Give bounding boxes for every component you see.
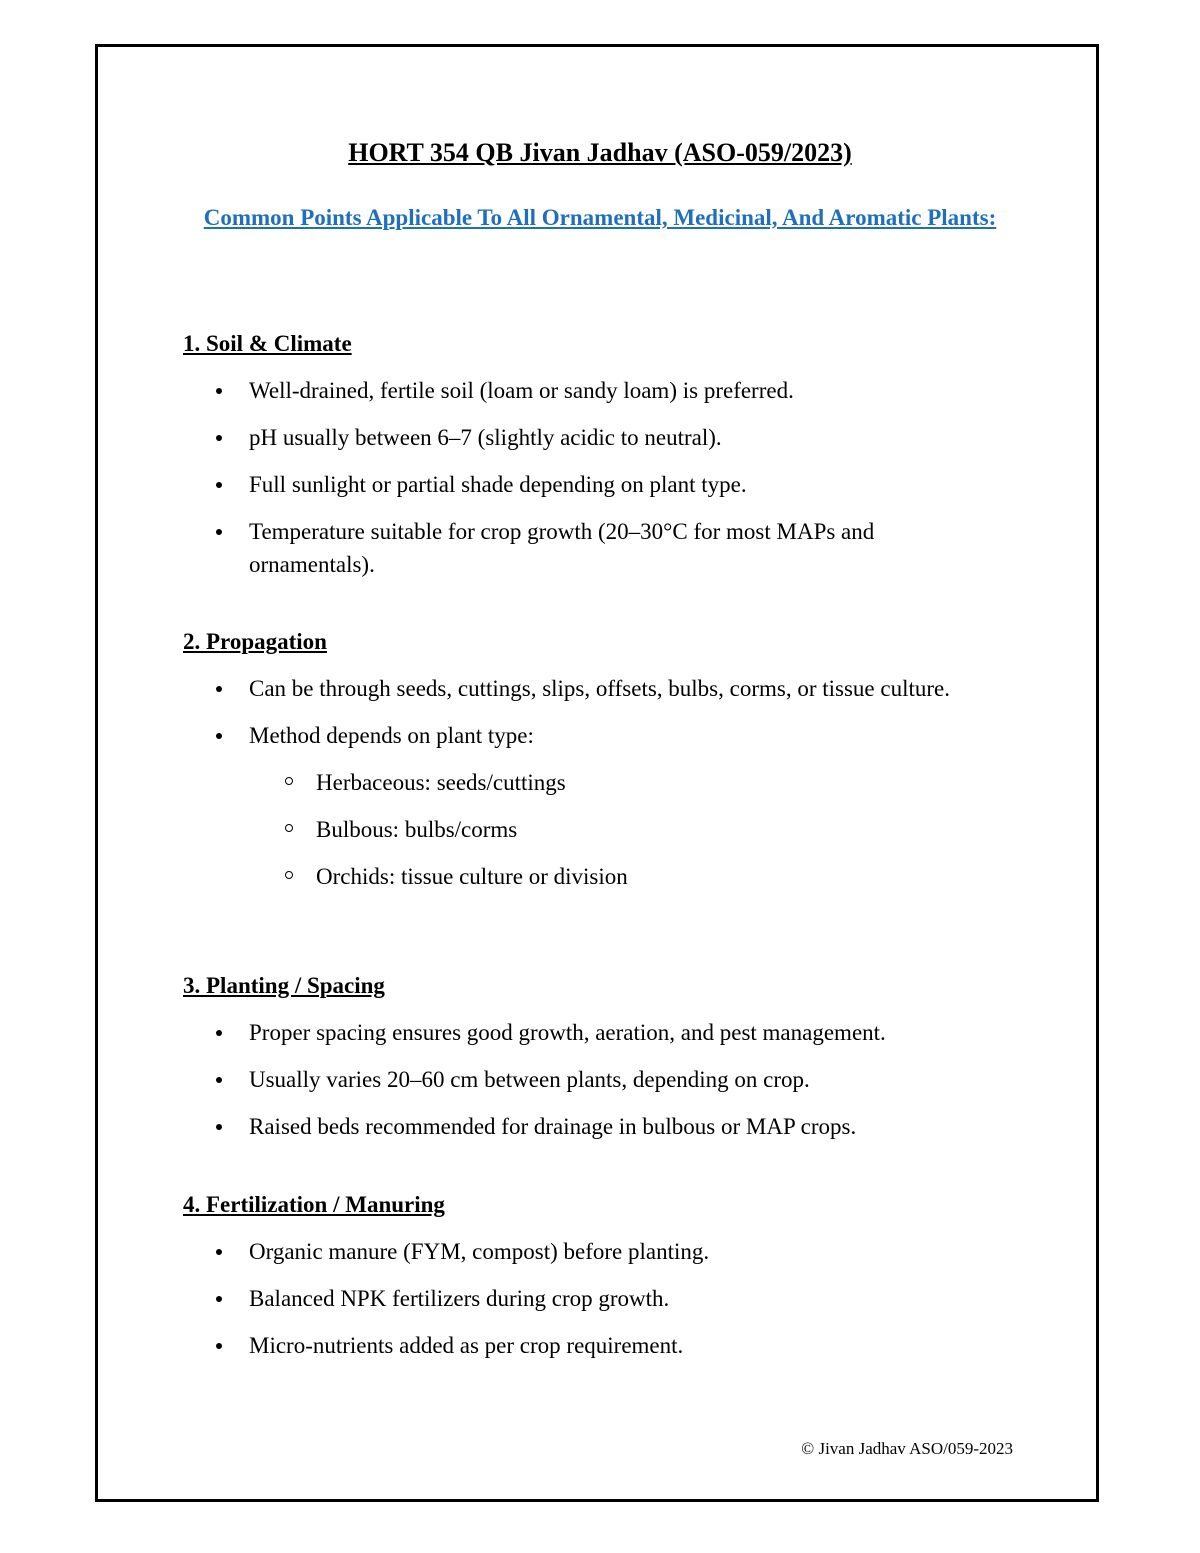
section-heading: 4. Fertilization / Manuring bbox=[183, 1192, 445, 1217]
list-item-text: Temperature suitable for crop growth (20–30°C for most MAPs and ornamentals). bbox=[249, 519, 875, 577]
list-item bbox=[183, 515, 1003, 581]
list-item-text: Usually varies 20–60 cm between plants, depending on crop. bbox=[249, 1067, 810, 1092]
bullet-dot-icon bbox=[216, 1249, 222, 1255]
bullet-dot-icon bbox=[216, 686, 222, 692]
circle-bullet-icon bbox=[285, 871, 293, 879]
list-item bbox=[183, 374, 1003, 407]
sub-list-item bbox=[249, 813, 1003, 846]
list-item-text: Organic manure (FYM, compost) before planting. bbox=[249, 1239, 710, 1264]
section-heading: 1. Soil & Climate bbox=[183, 331, 352, 356]
list-item-text: Micro-nutrients added as per crop requirement. bbox=[249, 1333, 684, 1358]
list-item bbox=[183, 1329, 1003, 1362]
circle-bullet-icon bbox=[285, 777, 293, 785]
sub-list-item-text: Orchids: tissue culture or division bbox=[316, 864, 628, 889]
bullet-dot-icon bbox=[216, 1343, 222, 1349]
list-item bbox=[183, 1016, 1003, 1049]
document-subtitle: Common Points Applicable To All Ornamental, Medicinal, And Aromatic Plants: bbox=[203, 205, 997, 230]
bullet-dot-icon bbox=[216, 529, 222, 535]
list-item-text: pH usually between 6–7 (slightly acidic to neutral). bbox=[249, 425, 722, 450]
section-soil-climate bbox=[183, 328, 1003, 595]
sub-list-item-text: Bulbous: bulbs/corms bbox=[316, 817, 518, 842]
list-item bbox=[183, 1282, 1003, 1315]
footer-copyright: © Jivan Jadhav ASO/059-2023 bbox=[801, 1439, 1013, 1458]
section-heading: 3. Planting / Spacing bbox=[183, 973, 385, 998]
list-item-text: Can be through seeds, cuttings, slips, offsets, bulbs, corms, or tissue culture. bbox=[249, 676, 950, 701]
section-planting-spacing bbox=[183, 970, 1003, 1157]
section-fertilization-manuring bbox=[183, 1189, 1003, 1376]
list-item-text: Full sunlight or partial shade depending on plant type. bbox=[249, 472, 747, 497]
list-item bbox=[183, 468, 1003, 501]
bullet-dot-icon bbox=[216, 1030, 222, 1036]
list-item bbox=[183, 1063, 1003, 1096]
list-item-text: Proper spacing ensures good growth, aeration, and pest management. bbox=[249, 1020, 886, 1045]
bullet-dot-icon bbox=[216, 1124, 222, 1130]
bullet-dot-icon bbox=[216, 1296, 222, 1302]
list-item bbox=[183, 672, 1003, 705]
bullet-dot-icon bbox=[216, 733, 222, 739]
list-item bbox=[183, 1235, 1003, 1268]
bullet-dot-icon bbox=[216, 1077, 222, 1083]
bullet-list bbox=[183, 672, 1003, 893]
sub-list-item bbox=[249, 766, 1003, 799]
sub-list-item bbox=[249, 860, 1003, 893]
section-propagation bbox=[183, 626, 1003, 907]
list-item-text: Well-drained, fertile soil (loam or sandy loam) is preferred. bbox=[249, 378, 794, 403]
list-item bbox=[183, 1110, 1003, 1143]
section-heading: 2. Propagation bbox=[183, 629, 327, 654]
circle-bullet-icon bbox=[285, 824, 293, 832]
bullet-dot-icon bbox=[216, 435, 222, 441]
bullet-list bbox=[183, 1235, 1003, 1362]
list-item-text: Balanced NPK fertilizers during crop growth. bbox=[249, 1286, 670, 1311]
sub-list-item-text: Herbaceous: seeds/cuttings bbox=[316, 770, 566, 795]
list-item bbox=[183, 719, 1003, 893]
document-title: HORT 354 QB Jivan Jadhav (ASO-059/2023) bbox=[348, 138, 852, 167]
list-item-text: Method depends on plant type: bbox=[249, 723, 534, 748]
bullet-list bbox=[183, 374, 1003, 581]
list-item-text: Raised beds recommended for drainage in bulbous or MAP crops. bbox=[249, 1114, 857, 1139]
list-item bbox=[183, 421, 1003, 454]
bullet-list bbox=[183, 1016, 1003, 1143]
sub-bullet-list bbox=[249, 766, 1003, 893]
bullet-dot-icon bbox=[216, 482, 222, 488]
bullet-dot-icon bbox=[216, 388, 222, 394]
